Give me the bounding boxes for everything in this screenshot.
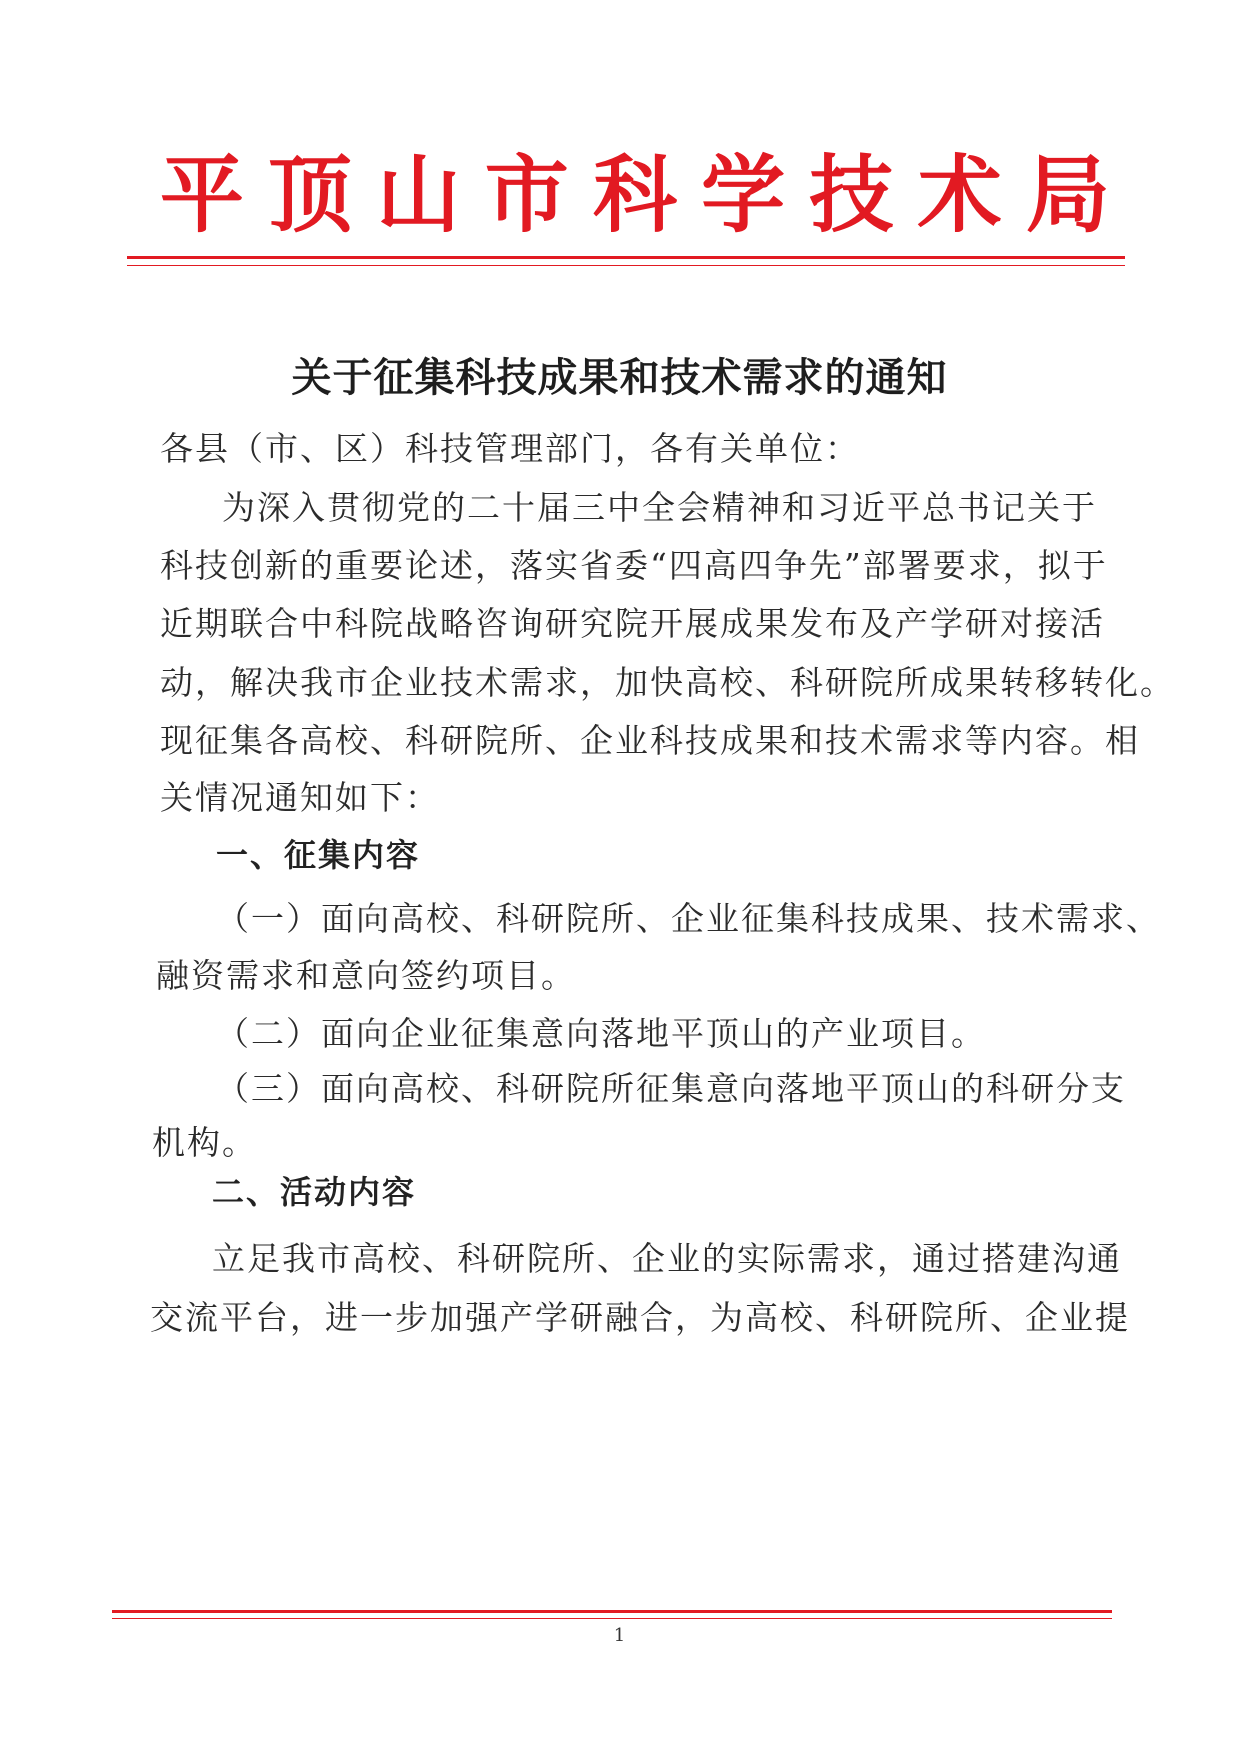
section-item: 融资需求和意向签约项目。 (156, 956, 576, 995)
section-line: 立足我市高校、科研院所、企业的实际需求，通过搭建沟通 (212, 1239, 1122, 1278)
section-heading: 一、征集内容 (216, 836, 421, 874)
letterhead-char: 山 (376, 146, 461, 244)
section-item: （二）面向企业征集意向落地平顶山的产业项目。 (216, 1014, 986, 1053)
letterhead (160, 140, 1110, 250)
page-number: 1 (613, 1625, 626, 1646)
section-item: 机构。 (152, 1123, 257, 1162)
letterhead-rule-thick (127, 256, 1125, 259)
intro-line: 现征集各高校、科研院所、企业科技成果和技术需求等内容。相 (160, 721, 1140, 760)
letterhead-char: 平 (160, 146, 245, 244)
letterhead-char: 术 (917, 146, 1002, 244)
section-item: （一）面向高校、科研院所、企业征集科技成果、技术需求、 (216, 899, 1161, 938)
letterhead-char: 顶 (268, 146, 353, 244)
letterhead-char: 科 (592, 146, 677, 244)
section-heading: 二、活动内容 (212, 1173, 417, 1211)
intro-line: 动，解决我市企业技术需求，加快高校、科研院所成果转移转化。 (160, 663, 1175, 702)
section-item: （三）面向高校、科研院所征集意向落地平顶山的科研分支 (216, 1069, 1126, 1108)
letterhead-char: 技 (809, 146, 894, 244)
section-line: 交流平台，进一步加强产学研融合，为高校、科研院所、企业提 (150, 1298, 1130, 1337)
intro-line: 近期联合中科院战略咨询研究院开展成果发布及产学研对接活 (160, 604, 1105, 643)
intro-line: 关情况通知如下： (160, 778, 440, 817)
footer-rule-thick (112, 1610, 1112, 1613)
letterhead-char: 市 (484, 146, 569, 244)
intro-line: 为深入贯彻党的二十届三中全会精神和习近平总书记关于 (222, 488, 1097, 527)
letterhead-rule-thin (127, 265, 1125, 266)
letterhead-char: 局 (1025, 146, 1110, 244)
footer-rule-thin (112, 1618, 1112, 1619)
document-title: 关于征集科技成果和技术需求的通知 (291, 354, 948, 401)
letterhead-char: 学 (701, 146, 786, 244)
salutation: 各县（市、区）科技管理部门，各有关单位： (160, 429, 860, 468)
intro-line: 科技创新的重要论述，落实省委“四高四争先”部署要求，拟于 (160, 546, 1108, 585)
